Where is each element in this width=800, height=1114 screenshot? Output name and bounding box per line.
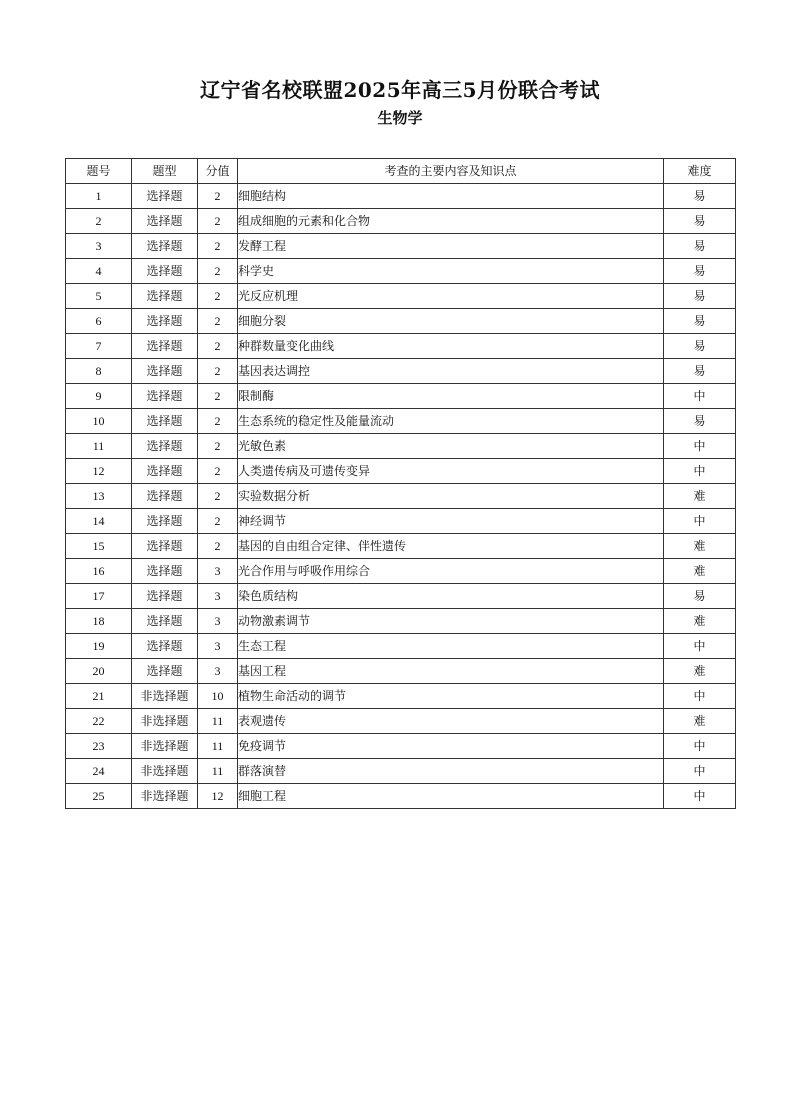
difficulty-cell: 易 <box>664 184 736 209</box>
question-number-cell: 7 <box>66 334 132 359</box>
table-row <box>66 609 736 634</box>
question-number-cell: 11 <box>66 434 132 459</box>
table-row <box>66 459 736 484</box>
question-type-cell: 非选择题 <box>132 759 198 784</box>
score-cell: 2 <box>198 259 238 284</box>
question-type-cell: 非选择题 <box>132 709 198 734</box>
topic-cell: 实验数据分析 <box>238 484 664 509</box>
question-type-cell: 选择题 <box>132 459 198 484</box>
question-number-cell: 16 <box>66 559 132 584</box>
question-number-cell: 5 <box>66 284 132 309</box>
question-type-cell: 选择题 <box>132 284 198 309</box>
difficulty-cell: 易 <box>664 309 736 334</box>
topic-cell: 细胞结构 <box>238 184 664 209</box>
score-cell: 2 <box>198 484 238 509</box>
difficulty-cell: 中 <box>664 459 736 484</box>
topic-cell: 群落演替 <box>238 759 664 784</box>
question-type-cell: 选择题 <box>132 409 198 434</box>
score-cell: 2 <box>198 359 238 384</box>
table-row <box>66 434 736 459</box>
difficulty-cell: 中 <box>664 759 736 784</box>
question-type-cell: 选择题 <box>132 484 198 509</box>
score-cell: 2 <box>198 459 238 484</box>
question-number-cell: 25 <box>66 784 132 809</box>
table-row <box>66 709 736 734</box>
column-header-number: 题号 <box>66 159 132 184</box>
topic-cell: 基因工程 <box>238 659 664 684</box>
table-row <box>66 659 736 684</box>
question-type-cell: 选择题 <box>132 259 198 284</box>
page-subtitle: 生物学 <box>377 109 423 127</box>
score-cell: 2 <box>198 334 238 359</box>
table-row <box>66 559 736 584</box>
difficulty-cell: 易 <box>664 259 736 284</box>
table-row <box>66 309 736 334</box>
topic-cell: 种群数量变化曲线 <box>238 334 664 359</box>
score-cell: 10 <box>198 684 238 709</box>
question-number-cell: 10 <box>66 409 132 434</box>
difficulty-cell: 易 <box>664 359 736 384</box>
difficulty-cell: 易 <box>664 409 736 434</box>
topic-cell: 限制酶 <box>238 384 664 409</box>
score-cell: 3 <box>198 609 238 634</box>
topic-cell: 人类遗传病及可遗传变异 <box>238 459 664 484</box>
question-number-cell: 17 <box>66 584 132 609</box>
score-cell: 2 <box>198 284 238 309</box>
question-number-cell: 9 <box>66 384 132 409</box>
topic-cell: 科学史 <box>238 259 664 284</box>
question-number-cell: 23 <box>66 734 132 759</box>
topic-cell: 免疫调节 <box>238 734 664 759</box>
question-type-cell: 选择题 <box>132 234 198 259</box>
question-number-cell: 6 <box>66 309 132 334</box>
difficulty-cell: 易 <box>664 284 736 309</box>
topic-cell: 染色质结构 <box>238 584 664 609</box>
question-number-cell: 1 <box>66 184 132 209</box>
difficulty-cell: 中 <box>664 634 736 659</box>
table-row <box>66 509 736 534</box>
question-number-cell: 12 <box>66 459 132 484</box>
page-title: 辽宁省名校联盟2025年高三5月份联合考试 <box>199 78 601 102</box>
exam-analysis-table <box>65 158 736 809</box>
question-type-cell: 选择题 <box>132 384 198 409</box>
score-cell: 3 <box>198 584 238 609</box>
table-row <box>66 584 736 609</box>
topic-cell: 光敏色素 <box>238 434 664 459</box>
score-cell: 11 <box>198 709 238 734</box>
table-row <box>66 534 736 559</box>
difficulty-cell: 中 <box>664 434 736 459</box>
topic-cell: 动物激素调节 <box>238 609 664 634</box>
difficulty-cell: 易 <box>664 584 736 609</box>
table-row <box>66 359 736 384</box>
score-cell: 3 <box>198 559 238 584</box>
column-header-type: 题型 <box>132 159 198 184</box>
score-cell: 2 <box>198 309 238 334</box>
question-type-cell: 选择题 <box>132 534 198 559</box>
difficulty-cell: 难 <box>664 609 736 634</box>
difficulty-cell: 易 <box>664 334 736 359</box>
difficulty-cell: 难 <box>664 559 736 584</box>
column-header-difficulty: 难度 <box>664 159 736 184</box>
score-cell: 3 <box>198 634 238 659</box>
topic-cell: 表观遗传 <box>238 709 664 734</box>
score-cell: 3 <box>198 659 238 684</box>
topic-cell: 植物生命活动的调节 <box>238 684 664 709</box>
question-number-cell: 13 <box>66 484 132 509</box>
topic-cell: 组成细胞的元素和化合物 <box>238 209 664 234</box>
question-type-cell: 选择题 <box>132 334 198 359</box>
table-row <box>66 209 736 234</box>
question-type-cell: 选择题 <box>132 309 198 334</box>
difficulty-cell: 易 <box>664 234 736 259</box>
topic-cell: 基因表达调控 <box>238 359 664 384</box>
table-row <box>66 184 736 209</box>
question-number-cell: 3 <box>66 234 132 259</box>
question-number-cell: 20 <box>66 659 132 684</box>
table-row <box>66 409 736 434</box>
difficulty-cell: 中 <box>664 684 736 709</box>
difficulty-cell: 难 <box>664 484 736 509</box>
table-row <box>66 484 736 509</box>
table-row <box>66 384 736 409</box>
table-row <box>66 334 736 359</box>
topic-cell: 生态系统的稳定性及能量流动 <box>238 409 664 434</box>
score-cell: 2 <box>198 209 238 234</box>
column-header-score: 分值 <box>198 159 238 184</box>
question-number-cell: 19 <box>66 634 132 659</box>
question-type-cell: 非选择题 <box>132 784 198 809</box>
question-type-cell: 非选择题 <box>132 684 198 709</box>
difficulty-cell: 易 <box>664 209 736 234</box>
score-cell: 11 <box>198 734 238 759</box>
table-row <box>66 734 736 759</box>
table-row <box>66 284 736 309</box>
question-number-cell: 18 <box>66 609 132 634</box>
question-number-cell: 4 <box>66 259 132 284</box>
question-type-cell: 非选择题 <box>132 734 198 759</box>
score-cell: 2 <box>198 384 238 409</box>
difficulty-cell: 难 <box>664 534 736 559</box>
question-type-cell: 选择题 <box>132 634 198 659</box>
table-row <box>66 759 736 784</box>
score-cell: 2 <box>198 434 238 459</box>
table-row <box>66 234 736 259</box>
score-cell: 2 <box>198 409 238 434</box>
question-number-cell: 2 <box>66 209 132 234</box>
question-type-cell: 选择题 <box>132 584 198 609</box>
topic-cell: 细胞分裂 <box>238 309 664 334</box>
table-row <box>66 259 736 284</box>
topic-cell: 神经调节 <box>238 509 664 534</box>
table-row <box>66 634 736 659</box>
question-type-cell: 选择题 <box>132 559 198 584</box>
difficulty-cell: 中 <box>664 509 736 534</box>
question-number-cell: 21 <box>66 684 132 709</box>
question-number-cell: 15 <box>66 534 132 559</box>
topic-cell: 生态工程 <box>238 634 664 659</box>
question-type-cell: 选择题 <box>132 434 198 459</box>
topic-cell: 细胞工程 <box>238 784 664 809</box>
question-number-cell: 22 <box>66 709 132 734</box>
question-type-cell: 选择题 <box>132 359 198 384</box>
topic-cell: 基因的自由组合定律、伴性遗传 <box>238 534 664 559</box>
difficulty-cell: 中 <box>664 734 736 759</box>
difficulty-cell: 中 <box>664 784 736 809</box>
difficulty-cell: 难 <box>664 659 736 684</box>
difficulty-cell: 中 <box>664 384 736 409</box>
question-number-cell: 8 <box>66 359 132 384</box>
question-type-cell: 选择题 <box>132 609 198 634</box>
score-cell: 2 <box>198 509 238 534</box>
topic-cell: 光反应机理 <box>238 284 664 309</box>
score-cell: 2 <box>198 534 238 559</box>
question-type-cell: 选择题 <box>132 659 198 684</box>
topic-cell: 光合作用与呼吸作用综合 <box>238 559 664 584</box>
score-cell: 2 <box>198 184 238 209</box>
table-row <box>66 784 736 809</box>
table-header-row <box>66 159 736 184</box>
score-cell: 11 <box>198 759 238 784</box>
table-body <box>66 184 736 809</box>
question-number-cell: 24 <box>66 759 132 784</box>
question-number-cell: 14 <box>66 509 132 534</box>
column-header-topic: 考查的主要内容及知识点 <box>238 159 664 184</box>
question-type-cell: 选择题 <box>132 509 198 534</box>
score-cell: 12 <box>198 784 238 809</box>
topic-cell: 发酵工程 <box>238 234 664 259</box>
question-type-cell: 选择题 <box>132 184 198 209</box>
question-type-cell: 选择题 <box>132 209 198 234</box>
difficulty-cell: 难 <box>664 709 736 734</box>
score-cell: 2 <box>198 234 238 259</box>
table-row <box>66 684 736 709</box>
